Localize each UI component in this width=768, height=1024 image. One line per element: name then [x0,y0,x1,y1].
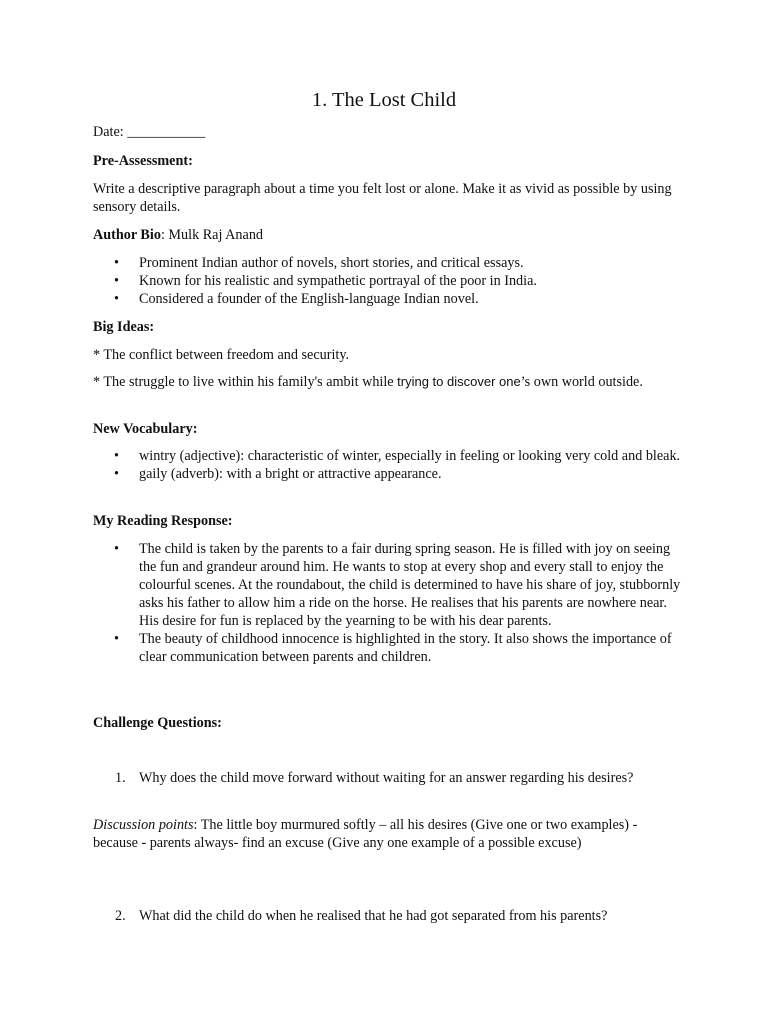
vocabulary-heading: New Vocabulary: [93,421,198,437]
list-item: • The child is taken by the parents to a fair during spring season. He is filled with joy on seeing the fun and grandeur around him. He wants to stop at every shop and every stall to enjoy the colourful scenes. At the roundabout, the child is determined to have his share of joy, stubbornly asks his father to allow him a ride on the horse. He realises that his parents are nowhere near. His desire for fun is replaced by the yearning to be with his dear parents. [114,541,681,629]
list-item: • gaily (adverb): with a bright or attractive appearance. [114,466,442,482]
challenge-question-1 [93,769,683,787]
reading-response-heading: My Reading Response: [93,513,233,529]
author-bio-list [93,254,683,308]
list-item: 1. Why does the child move forward without waiting for an answer regarding his desires? [115,770,634,786]
date-line: Date: ___________ [93,124,206,140]
list-item: • The beauty of childhood innocence is highlighted in the story. It also shows the importance of clear communication between parents and children. [114,631,672,665]
author-bio-heading: Author Bio [93,227,161,243]
page-title: 1. The Lost Child [311,89,457,111]
challenge-question-2 [93,907,683,925]
vocabulary-list [93,447,683,483]
big-ideas-heading: Big Ideas: [93,319,155,335]
reading-response-list [93,540,683,666]
author-bio-line [93,226,683,244]
pre-assessment-heading: Pre-Assessment: [93,153,193,169]
big-idea-2: * The struggle to live within his family's ambit while trying to discover one’s own world outside. [93,374,643,390]
list-item: • Considered a founder of the English-language Indian novel. [114,291,479,307]
pre-assessment-text: Write a descriptive paragraph about a time you felt lost or alone. Make it as vivid as possible by using sensory details. [93,181,672,215]
list-item: • Prominent Indian author of novels, short stories, and critical essays. [114,255,524,271]
list-item: • Known for his realistic and sympathetic portrayal of the poor in India. [114,273,537,289]
list-item: 2. What did the child do when he realised that he had got separated from his parents? [115,908,608,924]
discussion-label: Discussion points [93,817,194,833]
discussion-points [93,816,683,852]
challenge-heading: Challenge Questions: [93,715,222,731]
list-item: • wintry (adjective): characteristic of winter, especially in feeling or looking very cold and bleak. [114,448,681,464]
author-name: : Mulk Raj Anand [160,227,264,243]
big-idea-1: * The conflict between freedom and security. [93,347,350,363]
discussion-text: : The little boy murmured softly – all his desires (Give one or two examples) - because - parents always- find an excuse (Give any one example of a possible excuse) [93,817,638,851]
